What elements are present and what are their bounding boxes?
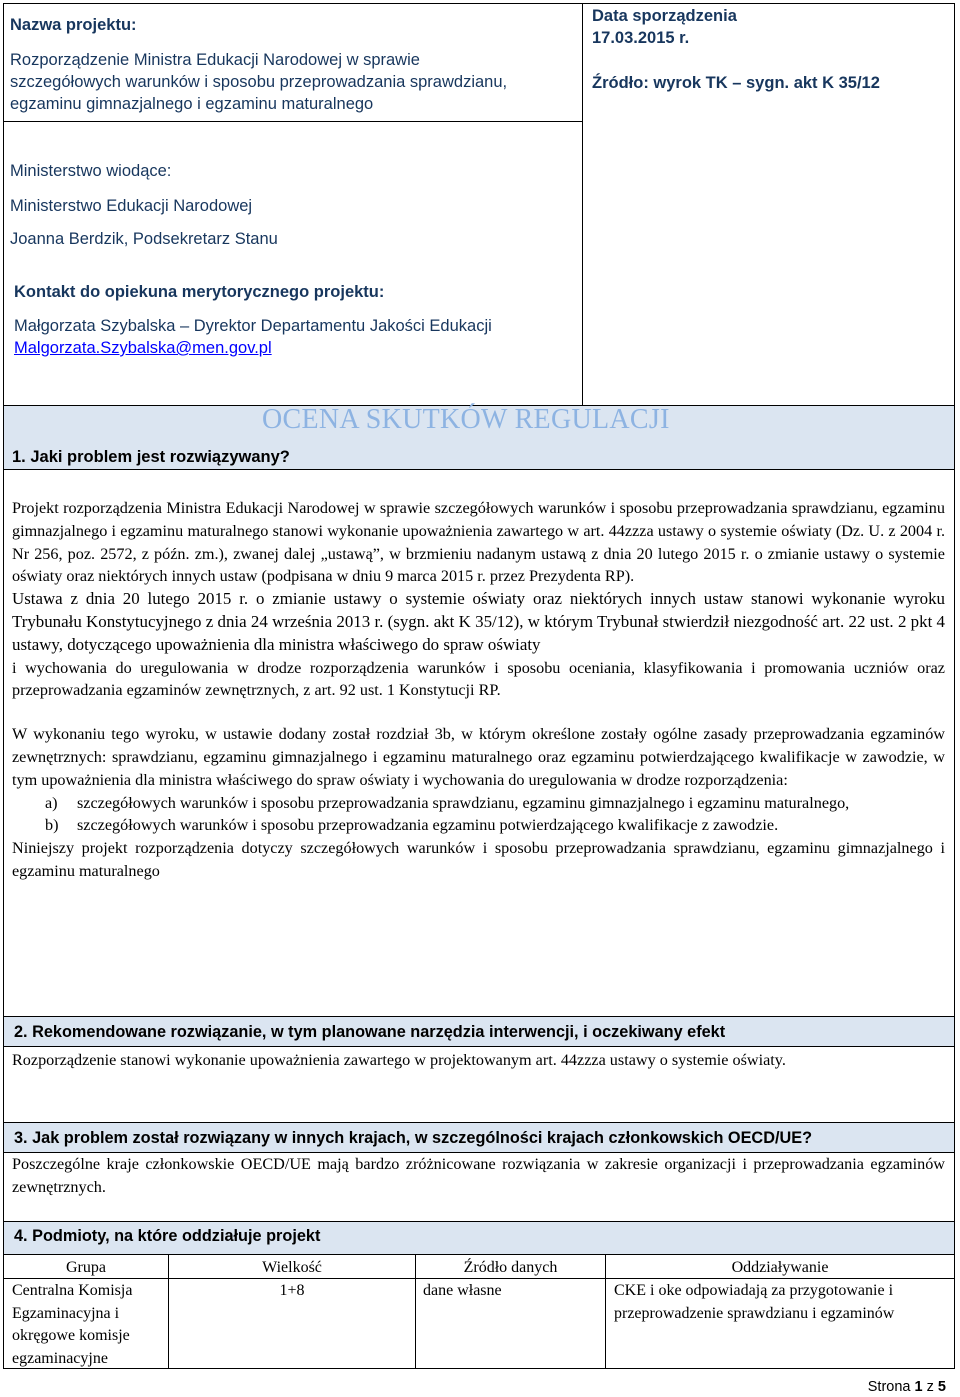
list-text-b: szczegółowych warunków i sposobu przeprowadzania egzaminu potwierdzającego kwalifikacje z zawodzie. bbox=[77, 816, 779, 835]
contact-person: Małgorzata Szybalska – Dyrektor Departamentu Jakości Edukacji bbox=[14, 317, 492, 335]
header-mid-line bbox=[3, 121, 583, 122]
section1-title: 1. Jaki problem jest rozwiązywany? bbox=[12, 448, 290, 466]
section3-body: Poszczególne kraje członkowskie OECD/UE mają bardzo zróżnicowane rozwiązania w zakresie organizacji i przeprowadzania egzaminów zewnętrznych. bbox=[12, 1155, 945, 1196]
table-header-zrodlo: Źródło danych bbox=[463, 1259, 558, 1276]
section1-paragraph-1: Projekt rozporządzenia Ministra Edukacji Narodowej w sprawie szczegółowych warunków i sposobu przeprowadzania sprawdzianu, egzaminu gimnazjalnego i egzaminu maturalnego stanowi wykonanie upoważnienia zawartego w art. 44zzza ustawy o systemie oświaty (Dz. U. z 2004 r. Nr 256, poz. 2572, z późn. zm.), zwanej dalej „ustawą”, w brzmieniu nadanym ustawą z dnia 20 lutego 2015 r. o zmianie ustawy o systemie oświaty oraz niektórych innych ustaw (podpisana w dniu 9 marca 2015 r. przez Prezydenta RP). bbox=[12, 499, 945, 586]
list-text-a: szczegółowych warunków i sposobu przeprowadzania sprawdzianu, egzaminu gimnazjalnego i egzaminu maturalnego, bbox=[77, 793, 850, 812]
ministry-label: Ministerstwo wiodące: bbox=[10, 162, 172, 180]
table-header-oddzialywanie: Oddziaływanie bbox=[731, 1259, 829, 1276]
table-cell-grupa: Centralna Komisja Egzaminacyjna i okręgowe komisje egzaminacyjne bbox=[12, 1282, 133, 1367]
section3-title: 3. Jak problem został rozwiązany w innych krajach, w szczególności krajach członkowskich OECD/UE? bbox=[14, 1129, 813, 1147]
table-cell-zrodlo: dane własne bbox=[423, 1282, 502, 1299]
list-marker-b: b) bbox=[45, 816, 59, 835]
header-divider bbox=[582, 3, 583, 406]
section1-paragraph-2: Ustawa z dnia 20 lutego 2015 r. o zmianie ustawy o systemie oświaty oraz niektórych innych ustaw stanowi wykonanie wyroku Trybunału Konstytucyjnego z dnia 24 września 2013 r. (sygn. akt K 35/12), w którym Trybunał stwierdził niezgodność art. 22 ust. 2 pkt 4 ustawy, dotyczącego upoważnienia dla ministra właściwego do spraw oświaty bbox=[12, 589, 945, 654]
page-separator: z bbox=[926, 1379, 934, 1395]
table-header-wielkosc: Wielkość bbox=[262, 1259, 322, 1276]
page-prefix: Strona bbox=[867, 1379, 911, 1395]
list-marker-a: a) bbox=[45, 793, 58, 812]
section1-paragraph-3: i wychowania do uregulowania w drodze rozporządzenia warunków i sposobu oceniania, klasyfikowania i promowania uczniów oraz przeprowadzania egzaminów zewnętrznych, z art. 92 ust. 1 Konstytucji RP. bbox=[12, 658, 945, 700]
date-label: Data sporządzenia bbox=[592, 7, 737, 25]
section2-title: 2. Rekomendowane rozwiązanie, w tym planowane narzędzia interwencji, i oczekiwany efekt bbox=[14, 1023, 726, 1041]
contact-label: Kontakt do opiekuna merytorycznego projektu: bbox=[14, 283, 385, 301]
project-name-label: Nazwa projektu: bbox=[10, 16, 137, 34]
table-cell-oddzialywanie: CKE i oke odpowiadają za przygotowanie i przeprowadzenie sprawdzianu i egzaminów bbox=[614, 1282, 895, 1322]
table-cell-wielkosc: 1+8 bbox=[279, 1282, 305, 1299]
date-value: 17.03.2015 r. bbox=[592, 29, 690, 47]
page-total: 5 bbox=[937, 1379, 946, 1395]
table-header-grupa: Grupa bbox=[66, 1259, 106, 1276]
ministry-person: Joanna Berdzik, Podsekretarz Stanu bbox=[10, 230, 278, 248]
section1-body bbox=[12, 497, 945, 883]
section2-body: Rozporządzenie stanowi wykonanie upoważnienia zawartego w projektowanym art. 44zzza ustawy o systemie oświaty. bbox=[12, 1051, 786, 1069]
ministry-name: Ministerstwo Edukacji Narodowej bbox=[10, 197, 253, 215]
list-item-b bbox=[12, 814, 945, 837]
page-number bbox=[800, 1378, 946, 1396]
section4-title: 4. Podmioty, na które oddziałuje projekt bbox=[14, 1227, 321, 1245]
page-current: 1 bbox=[914, 1379, 923, 1395]
source-reference: Źródło: wyrok TK – sygn. akt K 35/12 bbox=[592, 74, 880, 92]
contact-email-link[interactable]: Malgorzata.Szybalska@men.gov.pl bbox=[14, 339, 272, 357]
list-item-a bbox=[12, 792, 945, 815]
section1-paragraph-4: W wykonaniu tego wyroku, w ustawie dodany został rozdział 3b, w którym określone zostały ogólne zasady przeprowadzania egzaminów zewnętrznych: sprawdzianu, egzaminu gimnazjalnego i egzaminu maturalnego oraz egzaminu potwierdzającego kwalifikacje w zawodzie, w tym upoważnienia dla ministra właściwego do spraw oświaty i wychowania do uregulowania w drodze rozporządzenia: bbox=[12, 725, 945, 789]
section1-paragraph-5: Niniejszy projekt rozporządzenia dotyczy szczegółowych warunków i sposobu przeprowadzania sprawdzianu, egzaminu gimnazjalnego i egzaminu maturalnego bbox=[12, 839, 945, 880]
osr-title: OCENA SKUTKÓW REGULACJI bbox=[262, 404, 670, 435]
project-name-value: Rozporządzenie Ministra Edukacji Narodowej w sprawie szczegółowych warunków i sposobu przeprowadzania sprawdzianu, egzaminu gimnazjalnego i egzaminu maturalnego bbox=[10, 51, 508, 113]
